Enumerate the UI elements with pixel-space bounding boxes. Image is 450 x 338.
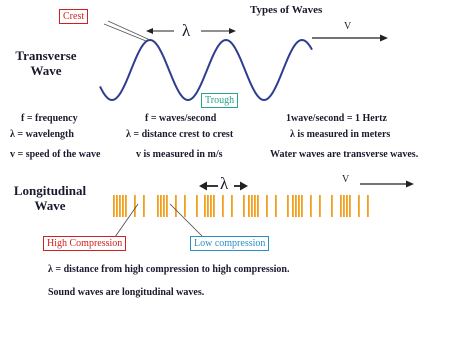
compression-bars (113, 195, 369, 217)
def-wavelength: λ = wavelength (10, 129, 74, 140)
lambda-arrowhead-left (146, 28, 153, 34)
def-frequency: f = frequency (21, 113, 78, 124)
def-wavelength-units: λ is measured in meters (290, 129, 391, 140)
compression-bar (257, 195, 259, 217)
trough-label: Trough (201, 93, 238, 108)
compression-bar (254, 195, 256, 217)
def-hertz: 1wave/second = 1 Hertz (286, 113, 387, 124)
compression-bar (319, 195, 321, 217)
compression-bar (125, 195, 127, 217)
compression-bar (287, 195, 289, 217)
compression-bar (251, 195, 253, 217)
longitudinal-heading-line2: Wave (34, 198, 66, 213)
compression-bar (243, 195, 245, 217)
compression-bar (160, 195, 162, 217)
compression-bar (207, 195, 209, 217)
compression-bar (222, 195, 224, 217)
transverse-wave-curve (100, 40, 312, 100)
compression-bar (367, 195, 369, 217)
def-speed: v = speed of the wave (10, 149, 101, 160)
compression-bar (301, 195, 303, 217)
longitudinal-heading-line1: Longitudinal (13, 183, 87, 198)
compression-bar (343, 195, 345, 217)
long-lambda-arrowhead-right (240, 182, 248, 191)
compression-bar (116, 195, 118, 217)
velocity-arrowhead (380, 35, 388, 42)
lambda-arrowhead-right (229, 28, 236, 34)
compression-bar (113, 195, 115, 217)
long-wavelength-definition: λ = distance from high compression to high compression. (48, 264, 290, 275)
compression-bar (358, 195, 360, 217)
long-velocity-symbol: V (342, 174, 350, 185)
transverse-heading (10, 48, 82, 78)
def-frequency-formula: f = waves/second (145, 113, 217, 124)
compression-bar (295, 195, 297, 217)
long-lambda-arrowhead-left (199, 182, 207, 191)
compression-bar (346, 195, 348, 217)
transverse-heading-line1: Transverse (15, 48, 77, 63)
longitudinal-heading (8, 183, 92, 213)
compression-bar (175, 195, 177, 217)
compression-bar (210, 195, 212, 217)
crest-pointer-line-2 (104, 24, 146, 41)
compression-bar (275, 195, 277, 217)
compression-bar (310, 195, 312, 217)
high-compression-label: High Compression (43, 236, 126, 251)
compression-bar (119, 195, 121, 217)
lambda-symbol: λ (182, 21, 191, 40)
velocity-symbol: V (344, 21, 352, 32)
compression-bar (298, 195, 300, 217)
low-compression-label: Low compression (190, 236, 269, 251)
sound-waves-note: Sound waves are longitudinal waves. (48, 287, 205, 298)
compression-bar (349, 195, 351, 217)
compression-bar (331, 195, 333, 217)
compression-bar (204, 195, 206, 217)
compression-bar (292, 195, 294, 217)
long-lambda-symbol: λ (220, 174, 229, 193)
def-wavelength-formula: λ = distance crest to crest (126, 129, 234, 140)
compression-bar (143, 195, 145, 217)
compression-bar (248, 195, 250, 217)
compression-bar (231, 195, 233, 217)
compression-bar (266, 195, 268, 217)
def-water-waves: Water waves are transverse waves. (270, 149, 419, 160)
transverse-heading-line2: Wave (30, 63, 62, 78)
compression-bar (184, 195, 186, 217)
crest-label: Crest (59, 9, 88, 24)
compression-bar (122, 195, 124, 217)
compression-bar (134, 195, 136, 217)
page-title: Types of Waves (250, 4, 323, 16)
def-speed-units: v is measured in m/s (136, 149, 223, 160)
long-velocity-arrowhead (406, 181, 414, 188)
compression-bar (196, 195, 198, 217)
compression-bar (213, 195, 215, 217)
compression-bar (157, 195, 159, 217)
crest-pointer-line (108, 21, 150, 40)
compression-bar (166, 195, 168, 217)
compression-bar (340, 195, 342, 217)
compression-bar (163, 195, 165, 217)
